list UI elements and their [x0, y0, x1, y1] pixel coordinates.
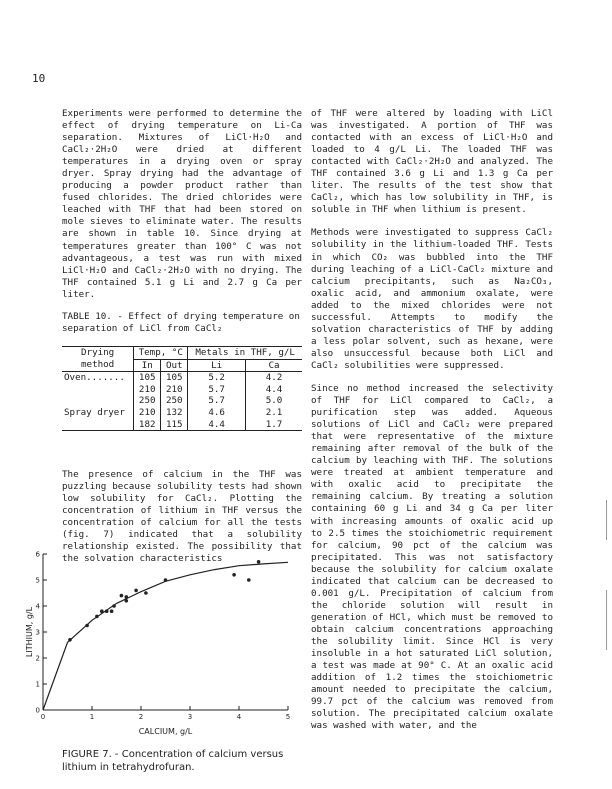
data-point	[125, 599, 129, 603]
cell-method: Oven.......	[64, 372, 125, 384]
cell-in: 250	[134, 395, 161, 407]
y-tick-label: 1	[35, 680, 40, 689]
data-point	[110, 609, 114, 613]
right-paragraph-3: Since no method increased the selectivity of THF for LiCl compared to CaCl₂, a purification step was added. Aqueous solutions of LiCl and CaCl₂ were prepared that were representative of the mixture remaining after removal of the bulk of the calcium by leaching with THF. The solutions were treated at ambient temperature and with oxalic acid to precipitate the remaining calcium. By treating a solution containing 60 g Li and 34 g Ca per liter with increasing amounts of oxalic acid up to 2.5 times the stoichiometric requirement for calcium, 90 pct of the calcium was precipitated. This was not satisfactory because the solubility for calcium oxalate indicated that calcium can be decreased to 0.001 g/L. Precipitation of calcium from the chloride solution will result in generation of HCl, which must be removed to obtain calcium concentrations approaching the solubility limit. Since HCl is very insoluble in a hot saturated LiCl solution, a test was made at 90° C. At an oxalic acid addition of 1.2 times the stoichiometric amount needed to precipitate the calcium, 99.7 pct of the calcium was removed from solution. The precipitated calcium oxalate was washed with water, and the	[311, 382, 553, 732]
y-tick-label: 6	[35, 550, 40, 559]
y-tick-label: 5	[35, 576, 40, 585]
col-method-h2: method	[81, 359, 115, 371]
cell-in: 210	[134, 384, 161, 396]
col-metals: Metals in THF, g/L	[188, 347, 302, 360]
table-row	[62, 384, 302, 396]
cell-method	[62, 384, 134, 396]
table-row	[62, 407, 302, 419]
cell-li: 4.6	[188, 407, 246, 419]
left-paragraph-2: The presence of calcium in the THF was puzzling because solubility tests had shown low solubility for CaCl₂. Plotting the concentration of lithium in THF versus the concentration of calcium for all the tests (fig. 7) indicated that a solubility relationship existed. The possibility that the solvation characteristics	[62, 469, 302, 565]
x-tick-label: 5	[285, 713, 291, 721]
cell-ca: 5.0	[246, 395, 302, 407]
cell-method: Spray dryer	[64, 406, 125, 418]
cell-ca: 4.2	[246, 372, 302, 384]
table-row	[62, 372, 302, 384]
cell-out: 132	[161, 407, 188, 419]
x-axis-label: CALCIUM, g/L	[138, 727, 193, 736]
cell-ca: 1.7	[246, 419, 302, 431]
col-method-h1: Drying	[81, 347, 115, 359]
cell-in: 210	[134, 407, 161, 419]
cell-method	[62, 419, 134, 431]
data-point	[95, 615, 99, 619]
fit-curve	[43, 562, 288, 710]
data-point	[144, 591, 148, 595]
cell-li: 5.2	[188, 372, 246, 384]
x-tick-label: 3	[187, 713, 193, 721]
x-tick-label: 1	[89, 713, 95, 721]
cell-li: 5.7	[188, 395, 246, 407]
cell-out: 105	[161, 372, 188, 384]
y-tick-label: 0	[35, 706, 40, 715]
figure-caption: FIGURE 7. - Concentration of calcium versus lithium in tetrahydrofuran.	[62, 749, 284, 773]
data-point	[232, 573, 236, 577]
x-tick-label: 2	[138, 713, 144, 721]
y-tick-label: 2	[35, 654, 40, 663]
right-paragraph-1: of THF were altered by loading with LiCl was investigated. A portion of THF was contacted with an excess of LiCl·H₂O and loaded to 4 g/L Li. The loaded THF was contacted with CaCl₂·2H₂O and analyzed. The THF contained 3.6 g Li and 1.3 g Ca per liter. The results of the test show that CaCl₂, which has low solubility in THF, is soluble in THF when lithium is present.	[311, 108, 553, 216]
cell-ca: 2.1	[246, 407, 302, 419]
cell-li: 5.7	[188, 384, 246, 396]
cell-ca: 4.4	[246, 384, 302, 396]
scan-mark	[606, 590, 607, 650]
table-10	[62, 346, 302, 431]
x-tick-label: 4	[236, 713, 242, 721]
cell-in: 105	[134, 372, 161, 384]
x-tick-label: 0	[40, 713, 46, 721]
data-point	[247, 578, 251, 582]
figure-7-chart	[25, 546, 298, 746]
page-number: 10	[32, 72, 46, 85]
col-ca: Ca	[246, 359, 302, 372]
table-caption: TABLE 10. - Effect of drying temperature on separation of LiCl from CaCl₂	[62, 311, 300, 334]
y-axis-label: LITHIUM, g/L	[25, 606, 34, 658]
table-row	[62, 419, 302, 431]
data-point	[120, 594, 124, 598]
col-li: Li	[188, 359, 246, 372]
data-point	[164, 578, 168, 582]
data-point	[85, 624, 89, 628]
right-paragraph-2: Methods were investigated to suppress CaCl₂ solubility in the lithium-loaded THF. Tests in which CO₂ was bubbled into the THF during leaching of a LiCl-CaCl₂ mixture and calcium precipitants, such as Na₂CO₃, oxalic acid, and ammonium oxalate, were added to the mixed chlorides were not successful. Attempts to modify the solvation characteristics of THF by adding a less polar solvent, such as hexane, were also unsuccessful because both LiCl and CaCl₂ solubilities were suppressed.	[311, 227, 553, 371]
left-paragraph-1: Experiments were performed to determine the effect of drying temperature on Li-Ca separation. Mixtures of LiCl·H₂O and CaCl₂·2H₂O were dried at different temperatures in a drying oven or spray dryer. Spray drying had the advantage of producing a powder product rather than fused chlorides. The dried chlorides were leached with THF that had been stored on mole sieves to eliminate water. The results are shown in table 10. Since drying at temperatures greater than 100° C was not advantageous, a test was run with mixed LiCl·H₂O and CaCl₂·2H₂O with no drying. The THF contained 5.1 g Li and 2.7 g Ca per liter.	[62, 108, 302, 300]
left-column	[62, 108, 302, 301]
data-point	[105, 609, 109, 613]
data-point	[257, 560, 261, 564]
right-column	[311, 108, 553, 732]
data-point	[100, 609, 104, 613]
y-tick-label: 4	[35, 602, 40, 611]
data-point	[68, 638, 72, 642]
cell-in: 182	[134, 419, 161, 431]
col-temp: Temp, °C	[134, 347, 188, 360]
cell-out: 250	[161, 395, 188, 407]
col-temp-out: Out	[161, 359, 188, 372]
scan-mark	[606, 500, 607, 540]
cell-out: 115	[161, 419, 188, 431]
cell-method	[62, 395, 134, 407]
col-temp-in: In	[134, 359, 161, 372]
cell-out: 210	[161, 384, 188, 396]
data-point	[125, 595, 129, 599]
table-row	[62, 395, 302, 407]
data-point	[112, 604, 116, 608]
y-tick-label: 3	[35, 628, 40, 637]
data-point	[134, 589, 138, 593]
cell-li: 4.4	[188, 419, 246, 431]
